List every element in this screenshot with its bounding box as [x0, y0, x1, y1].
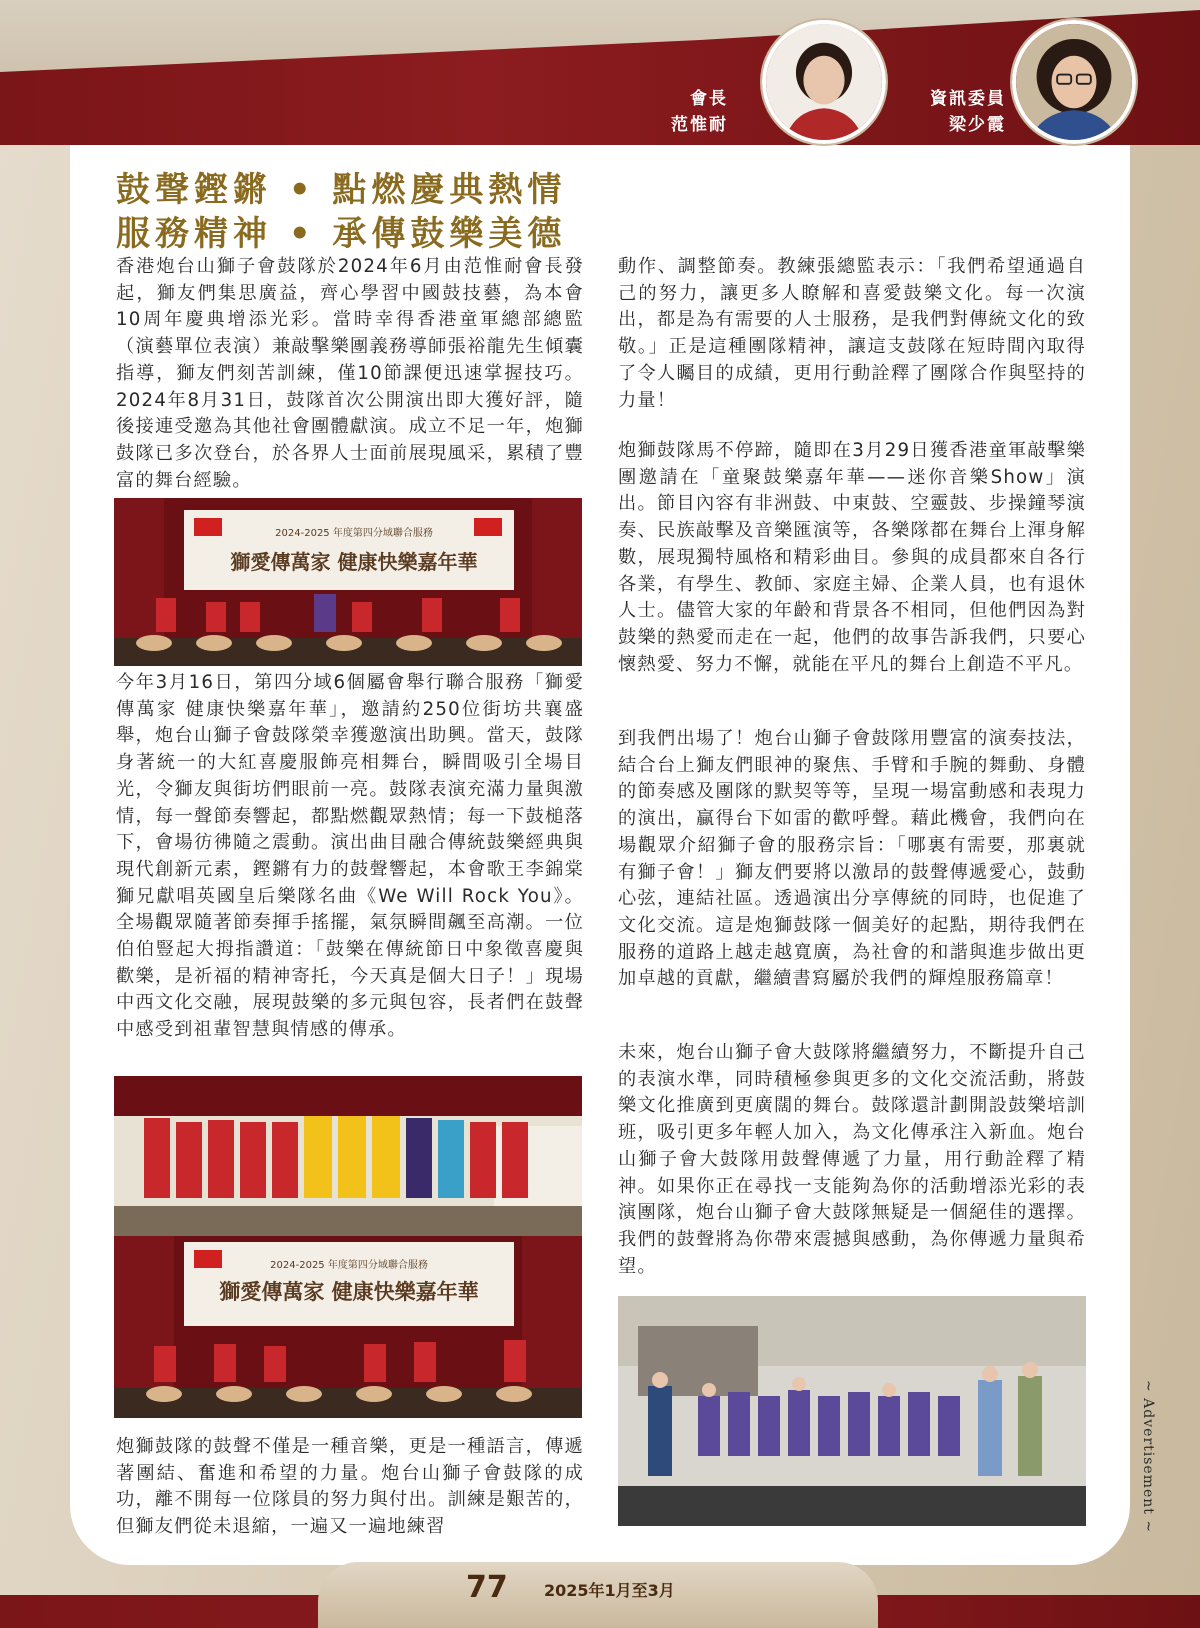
right-paragraph-1: 動作、調整節奏。教練張總監表示：「我們希望通過自己的努力，讓更多人瞭解和喜愛鼓樂文化。每一次演出，都是為有需要的人士服務，是我們對傳統文化的致敬。」正是這種團隊精神，讓這支鼓隊在短時間內取得了令人矚目的成績，更用行動詮釋了團隊合作與堅持的力量！ [618, 256, 1086, 411]
photo3-banner-text: 獅愛傳萬家 健康快樂嘉年華 [219, 1279, 479, 1304]
left-paragraph-2: 今年3月16日，第四分域6個屬會舉行聯合服務「獅愛傳萬家 健康快樂嘉年華」，邀請約250位街坊共襄盛舉，炮台山獅子會鼓隊榮幸獲邀演出助興。當天，鼓隊身著統一的大紅喜慶服飾亮相舞台，瞬間吸引全場目光，令獅友與街坊們眼前一亮。鼓隊表演充滿力量與激情，每一聲節奏響起，都點燃觀眾熱情；每一下鼓槌落下，會場彷彿隨之震動。演出曲目融合傳統鼓樂經典與現代創新元素，鏗鏘有力的鼓聲響起，本會歌王李錦棠獅兄獻唱英國皇后樂隊名曲《We Will Rock You》。全場觀眾隨著節奏揮手搖擺，氣氛瞬間飆至高潮。一位伯伯豎起大拇指讚道：「鼓樂在傳統節日中象徵喜慶與歡樂，是祈福的精神寄托，今天真是個大日子！」現場中西文化交融，展現鼓樂的多元與包容，長者們在鼓聲中感受到祖輩智慧與情感的傳承。 [116, 672, 584, 1041]
photo1-banner-text: 獅愛傳萬家 健康快樂嘉年華 [230, 550, 478, 574]
left-paragraph-1: 香港炮台山獅子會鼓隊於2024年6月由范惟耐會長發起，獅友們集思廣益，齊心學習中國鼓技藝，為本會10周年慶典增添光彩。當時幸得香港童軍總部總監（演藝單位表演）兼敲擊樂團義務導師張裕龍先生傾囊指導，獅友們刻苦訓練，僅10節課便迅速掌握技巧。2024年8月31日，鼓隊首次公開演出即大獲好評，隨後接連受邀為其他社會團體獻演。成立不足一年，炮獅鼓隊已多次登台，於各界人士面前展現風采，累積了豐富的舞台經驗。 [116, 256, 584, 491]
president-avatar [762, 20, 886, 144]
info-committee-avatar [1012, 20, 1136, 144]
info-committee-label [882, 86, 1006, 140]
photo-drum-performance-1 [114, 498, 582, 666]
article-title-line1: 鼓聲鏗鏘 • 點燃慶典熱情 [116, 170, 567, 210]
president-role: 會長 [690, 89, 728, 109]
president-label [648, 86, 728, 140]
photo3-banner-sub: 2024-2025 年度第四分域聯合服務 [270, 1260, 428, 1271]
issue-date: 2025年1月至3月 [544, 1581, 675, 1600]
right-paragraph-3: 到我們出場了！炮台山獅子會鼓隊用豐富的演奏技法，結合台上獅友們眼神的聚焦、手臂和手腕的舞動、身體的節奏感及團隊的默契等等，呈現一場富動感和表現力的演出，贏得台下如雷的歡呼聲。藉此機會，我們向在場觀眾介紹獅子會的服務宗旨：「哪裏有需要，那裏就有獅子會！」獅友們要將以激昂的鼓聲傳遞愛心，鼓動心弦，連結社區。透過演出分享傳統的同時，也促進了文化交流。這是炮獅鼓隊一個美好的起點，期待我們在服務的道路上越走越寬廣，為社會的和諧與進步做出更加卓越的貢獻，繼續書寫屬於我們的輝煌服務篇章！ [618, 728, 1086, 990]
photo-drum-performance-2 [114, 1236, 582, 1418]
president-name: 范惟耐 [671, 115, 728, 135]
info-committee-role: 資訊委員 [930, 89, 1006, 109]
info-committee-name: 梁少霞 [949, 115, 1006, 135]
page-number: 77 [466, 1570, 508, 1605]
left-paragraph-3: 炮獅鼓隊的鼓聲不僅是一種音樂，更是一種語言，傳遞著團結、奮進和希望的力量。炮台山獅子會鼓隊的成功，離不開每一位隊員的努力與付出。訓練是艱苦的，但獅友們從未退縮，一遍又一遍地練習 [116, 1436, 584, 1538]
photo1-banner-sub: 2024-2025 年度第四分域聯合服務 [275, 528, 433, 539]
advertisement-label: ~ Advertisement ~ [1140, 1380, 1156, 1534]
article-title-line2: 服務精神 • 承傳鼓樂美德 [116, 214, 567, 254]
right-paragraph-4: 未來，炮台山獅子會大鼓隊將繼續努力，不斷提升自己的表演水準，同時積極參與更多的文化交流活動，將鼓樂文化推廣到更廣闊的舞台。鼓隊還計劃開設鼓樂培訓班，吸引更多年輕人加入，為文化傳承注入新血。炮台山獅子會大鼓隊用鼓聲傳遞了力量，用行動詮釋了精神。如果你正在尋找一支能夠為你的活動增添光彩的表演團隊，炮台山獅子會大鼓隊無疑是一個絕佳的選擇。我們的鼓聲將為你帶來震撼與感動，為你傳遞力量與希望。 [618, 1042, 1086, 1277]
photo-group-scouts [618, 1296, 1086, 1526]
right-paragraph-2: 炮獅鼓隊馬不停蹄，隨即在3月29日獲香港童軍敲擊樂團邀請在「童聚鼓樂嘉年華——迷你音樂Show」演出。節目內容有非洲鼓、中東鼓、空靈鼓、步操鐘琴演奏、民族敲擊及音樂匯演等，各樂隊都在舞台上渾身解數，展現獨特風格和精彩曲目。參與的成員都來自各行各業，有學生、教師、家庭主婦、企業人員，也有退休人士。儘管大家的年齡和背景各不相同，但他們因為對鼓樂的熱愛而走在一起，他們的故事告訴我們，只要心懷熱愛、努力不懈，就能在平凡的舞台上創造不平凡。 [618, 440, 1086, 675]
photo-group-1 [114, 1076, 582, 1236]
